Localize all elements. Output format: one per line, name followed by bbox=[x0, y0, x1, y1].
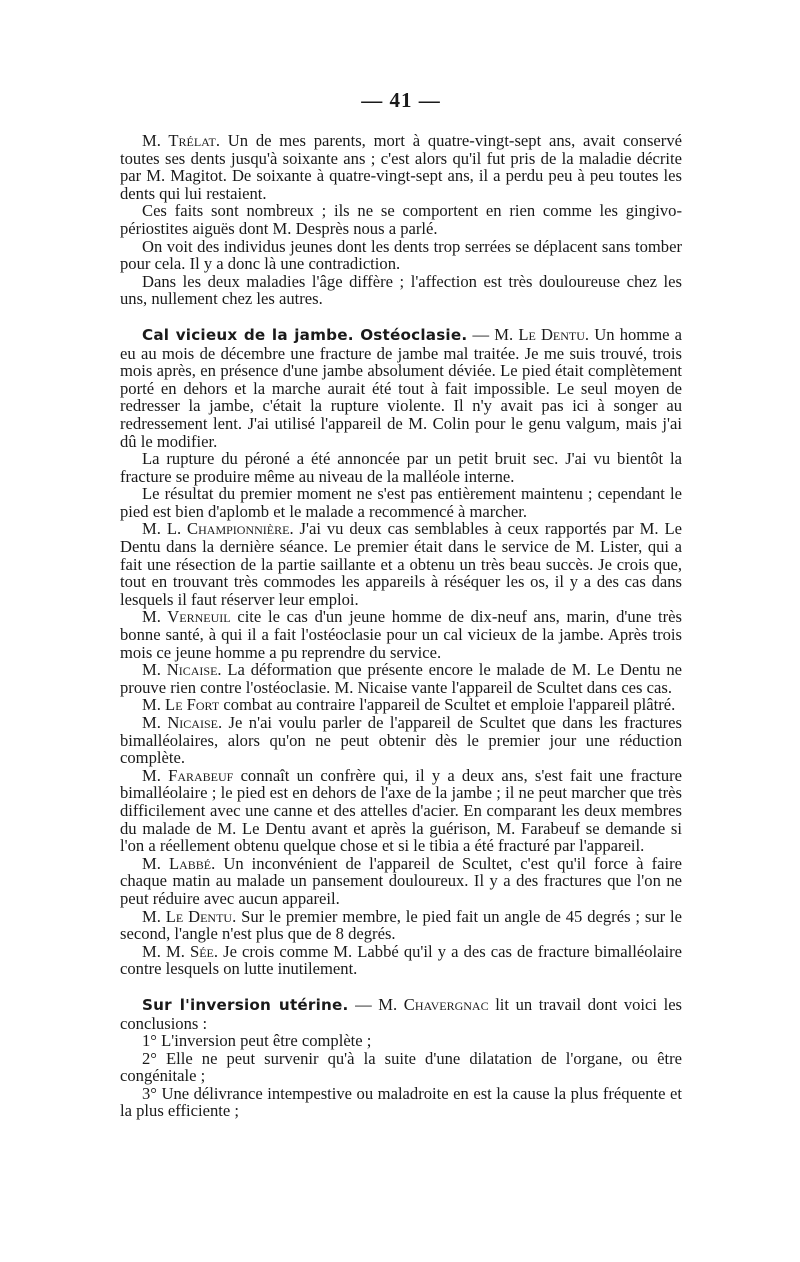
paragraph-text: Ces faits sont nombreux ; ils ne se comportent en rien comme les gingivo-périostites aiguës dont M. Desprès nous a parlé. bbox=[120, 201, 682, 238]
speaker-name: M. Le Dentu. bbox=[142, 906, 237, 926]
paragraph bbox=[120, 1050, 682, 1085]
paragraph bbox=[120, 1032, 682, 1050]
paragraph-text: J'ai vu deux cas semblables à ceux rapportés par M. Le Dentu dans la dernière séance. Le premier était dans le service de M. Lister, qui a fait une résection de la partie saillante et a obtenu un très beau succès. Je crois que, tout en trouvant très commodes les appareils à réséquer les os, il y a des cas dans lesquels il faut réserver leur emploi. bbox=[120, 519, 682, 609]
paragraph bbox=[120, 714, 682, 767]
page-number: — 41 — bbox=[361, 88, 441, 112]
paragraph bbox=[120, 908, 682, 943]
paragraph-text: Je crois comme M. Labbé qu'il y a des cas de fracture bimalléolaire contre lesquels on lutte inutilement. bbox=[120, 941, 682, 979]
paragraph bbox=[120, 661, 682, 696]
paragraph bbox=[120, 608, 682, 661]
paragraph bbox=[120, 696, 682, 714]
paragraph bbox=[120, 485, 682, 520]
speaker-name: M. Farabeuf bbox=[142, 765, 234, 785]
paragraph bbox=[120, 238, 682, 273]
paragraph bbox=[120, 943, 682, 978]
paragraph-text: Un de mes parents, mort à quatre-vingt-sept ans, avait conservé toutes ses dents jusqu'à soixante ans ; c'est alors qu'il fut pris de la maladie décrite par M. Magitot. De soixante à quatre-vingt-sept ans, il a perdu peu à peu toutes les dents qui lui restaient. bbox=[120, 131, 682, 203]
speaker-name: M. Le Fort bbox=[142, 695, 220, 715]
paragraph-text: La rupture du péroné a été annoncée par un petit bruit sec. J'ai vu bientôt la fracture se produire même au niveau de la malléole interne. bbox=[120, 449, 682, 486]
paragraph-text: On voit des individus jeunes dont les dents trop serrées se déplacent sans tomber pour cela. Il y a donc là une contradiction. bbox=[120, 236, 682, 274]
paragraph-text: Je n'ai voulu parler de l'appareil de Scultet que dans les fractures bimalléolaires, alors qu'on ne peut obtenir dès le premier jour une réduction complète. bbox=[120, 713, 682, 768]
paragraph-text: combat au contraire l'appareil de Scultet et emploie l'appareil plâtré. bbox=[219, 695, 676, 715]
section-paragraph: Sur l'inversion utérine. — M. Chavergnac lit un travail dont voici les conclusions : bbox=[120, 994, 683, 1033]
paragraph-text: 2° Elle ne peut survenir qu'à la suite d'une dilatation de l'organe, ou être congénitale ; bbox=[120, 1048, 682, 1086]
speaker-name: M. Chavergnac bbox=[378, 994, 489, 1014]
section-title: Cal vicieux de la jambe. Ostéoclasie. bbox=[142, 325, 468, 344]
speaker-name: M. Trélat. bbox=[142, 131, 220, 150]
paragraph-text: Un inconvénient de l'appareil de Scultet, c'est qu'il force à faire chaque matin au malade un pansement douloureux. Il y a des fractures que l'on ne peut réduire avec aucun appareil. bbox=[120, 853, 682, 908]
paragraph-text: connaît un confrère qui, il y a deux ans, s'est fait une fracture bimalléolaire ; le pied est en dehors de l'axe de la jambe ; il ne peut marcher que très difficilement avec une canne et des attelles d'acier. En comparant les deux membres du malade de M. Le Dentu avant et après la guérison, M. Farabeuf se demande si l'on a réellement obtenu quelque chose et si le tibia a été fracturé par l'appareil. bbox=[120, 765, 683, 856]
speaker-name: M. L. Championnière. bbox=[142, 519, 294, 539]
paragraph bbox=[120, 855, 682, 908]
paragraph-text: La déformation que présente encore le malade de M. Le Dentu ne prouve rien contre l'ostéoclasie. M. Nicaise vante l'appareil de Scultet dans ces cas. bbox=[120, 660, 682, 697]
paragraph-text: Le résultat du premier moment ne s'est pas entièrement maintenu ; cependant le pied est bien d'aplomb et le malade a recommencé à marcher. bbox=[120, 484, 682, 521]
paragraph bbox=[120, 450, 682, 485]
speaker-name: M. Le Dentu. bbox=[494, 324, 590, 344]
paragraph bbox=[120, 767, 682, 855]
paragraph-text: 3° Une délivrance intempestive ou maladroite en est la cause la plus fréquente et la plus efficiente ; bbox=[120, 1083, 682, 1121]
speaker-name: M. Nicaise. bbox=[142, 660, 222, 680]
paragraph-text: cite le cas d'un jeune homme de dix-neuf ans, marin, d'une très bonne santé, à qui il a fait l'ostéoclasie pour un cal vicieux de la jambe. Après trois mois ce jeune homme a pu reprendre du service. bbox=[120, 607, 683, 662]
speaker-name: M. M. Sée. bbox=[142, 941, 219, 961]
paragraph bbox=[120, 1085, 682, 1120]
paragraph-text: lit un travail dont voici les conclusions : bbox=[120, 994, 683, 1033]
speaker-name: M. Nicaise. bbox=[142, 713, 223, 732]
speaker-name: M. Verneuil bbox=[142, 607, 231, 627]
paragraph bbox=[120, 202, 682, 237]
paragraph bbox=[120, 273, 682, 308]
speaker-name: M. Labbé. bbox=[142, 853, 216, 873]
paragraph bbox=[120, 132, 682, 202]
paragraph-text: 1° L'inversion peut être complète ; bbox=[142, 1031, 372, 1051]
paragraph-text: Un homme a eu au mois de décembre une fracture de jambe mal traitée. Je me suis trouvé, trois mois après, en présence d'une jambe absolument déviée. Le pied était complètement porté en dehors et la marche aurait été tout à fait impossible. Le seul moyen de redresser la jambe, c'était la rupture violente. Il n'y avait pas ici à songer au redressement lent. J'ai utilisé l'appareil de M. Colin pour le genu valgum, mais j'ai dû le modifier. bbox=[120, 324, 682, 451]
section-paragraph: Cal vicieux de la jambe. Ostéoclasie. — M. Le Dentu. Un homme a eu au mois de décembre une fracture de jambe mal traitée. Je me suis trouvé, trois mois après, en présence d'une jambe absolument déviée. Le pied était complètement porté en dehors et la marche aurait été tout à fait impossible. Le seul moyen de redresser la jambe, c'était la rupture violente. Il n'y avait pas ici à songer au redressement lent. J'ai utilisé l'appareil de M. Colin pour le genu valgum, mais j'ai dû le modifier. bbox=[120, 324, 682, 451]
paragraph-text: Sur le premier membre, le pied fait un angle de 45 degrés ; sur le second, l'angle n'est plus que de 8 degrés. bbox=[120, 906, 682, 944]
paragraph bbox=[120, 520, 682, 608]
paragraph-text: Dans les deux maladies l'âge diffère ; l'affection est très douloureuse chez les uns, nullement chez les autres. bbox=[120, 271, 682, 309]
section-title: Sur l'inversion utérine. bbox=[142, 995, 349, 1014]
body-text bbox=[120, 132, 682, 1120]
